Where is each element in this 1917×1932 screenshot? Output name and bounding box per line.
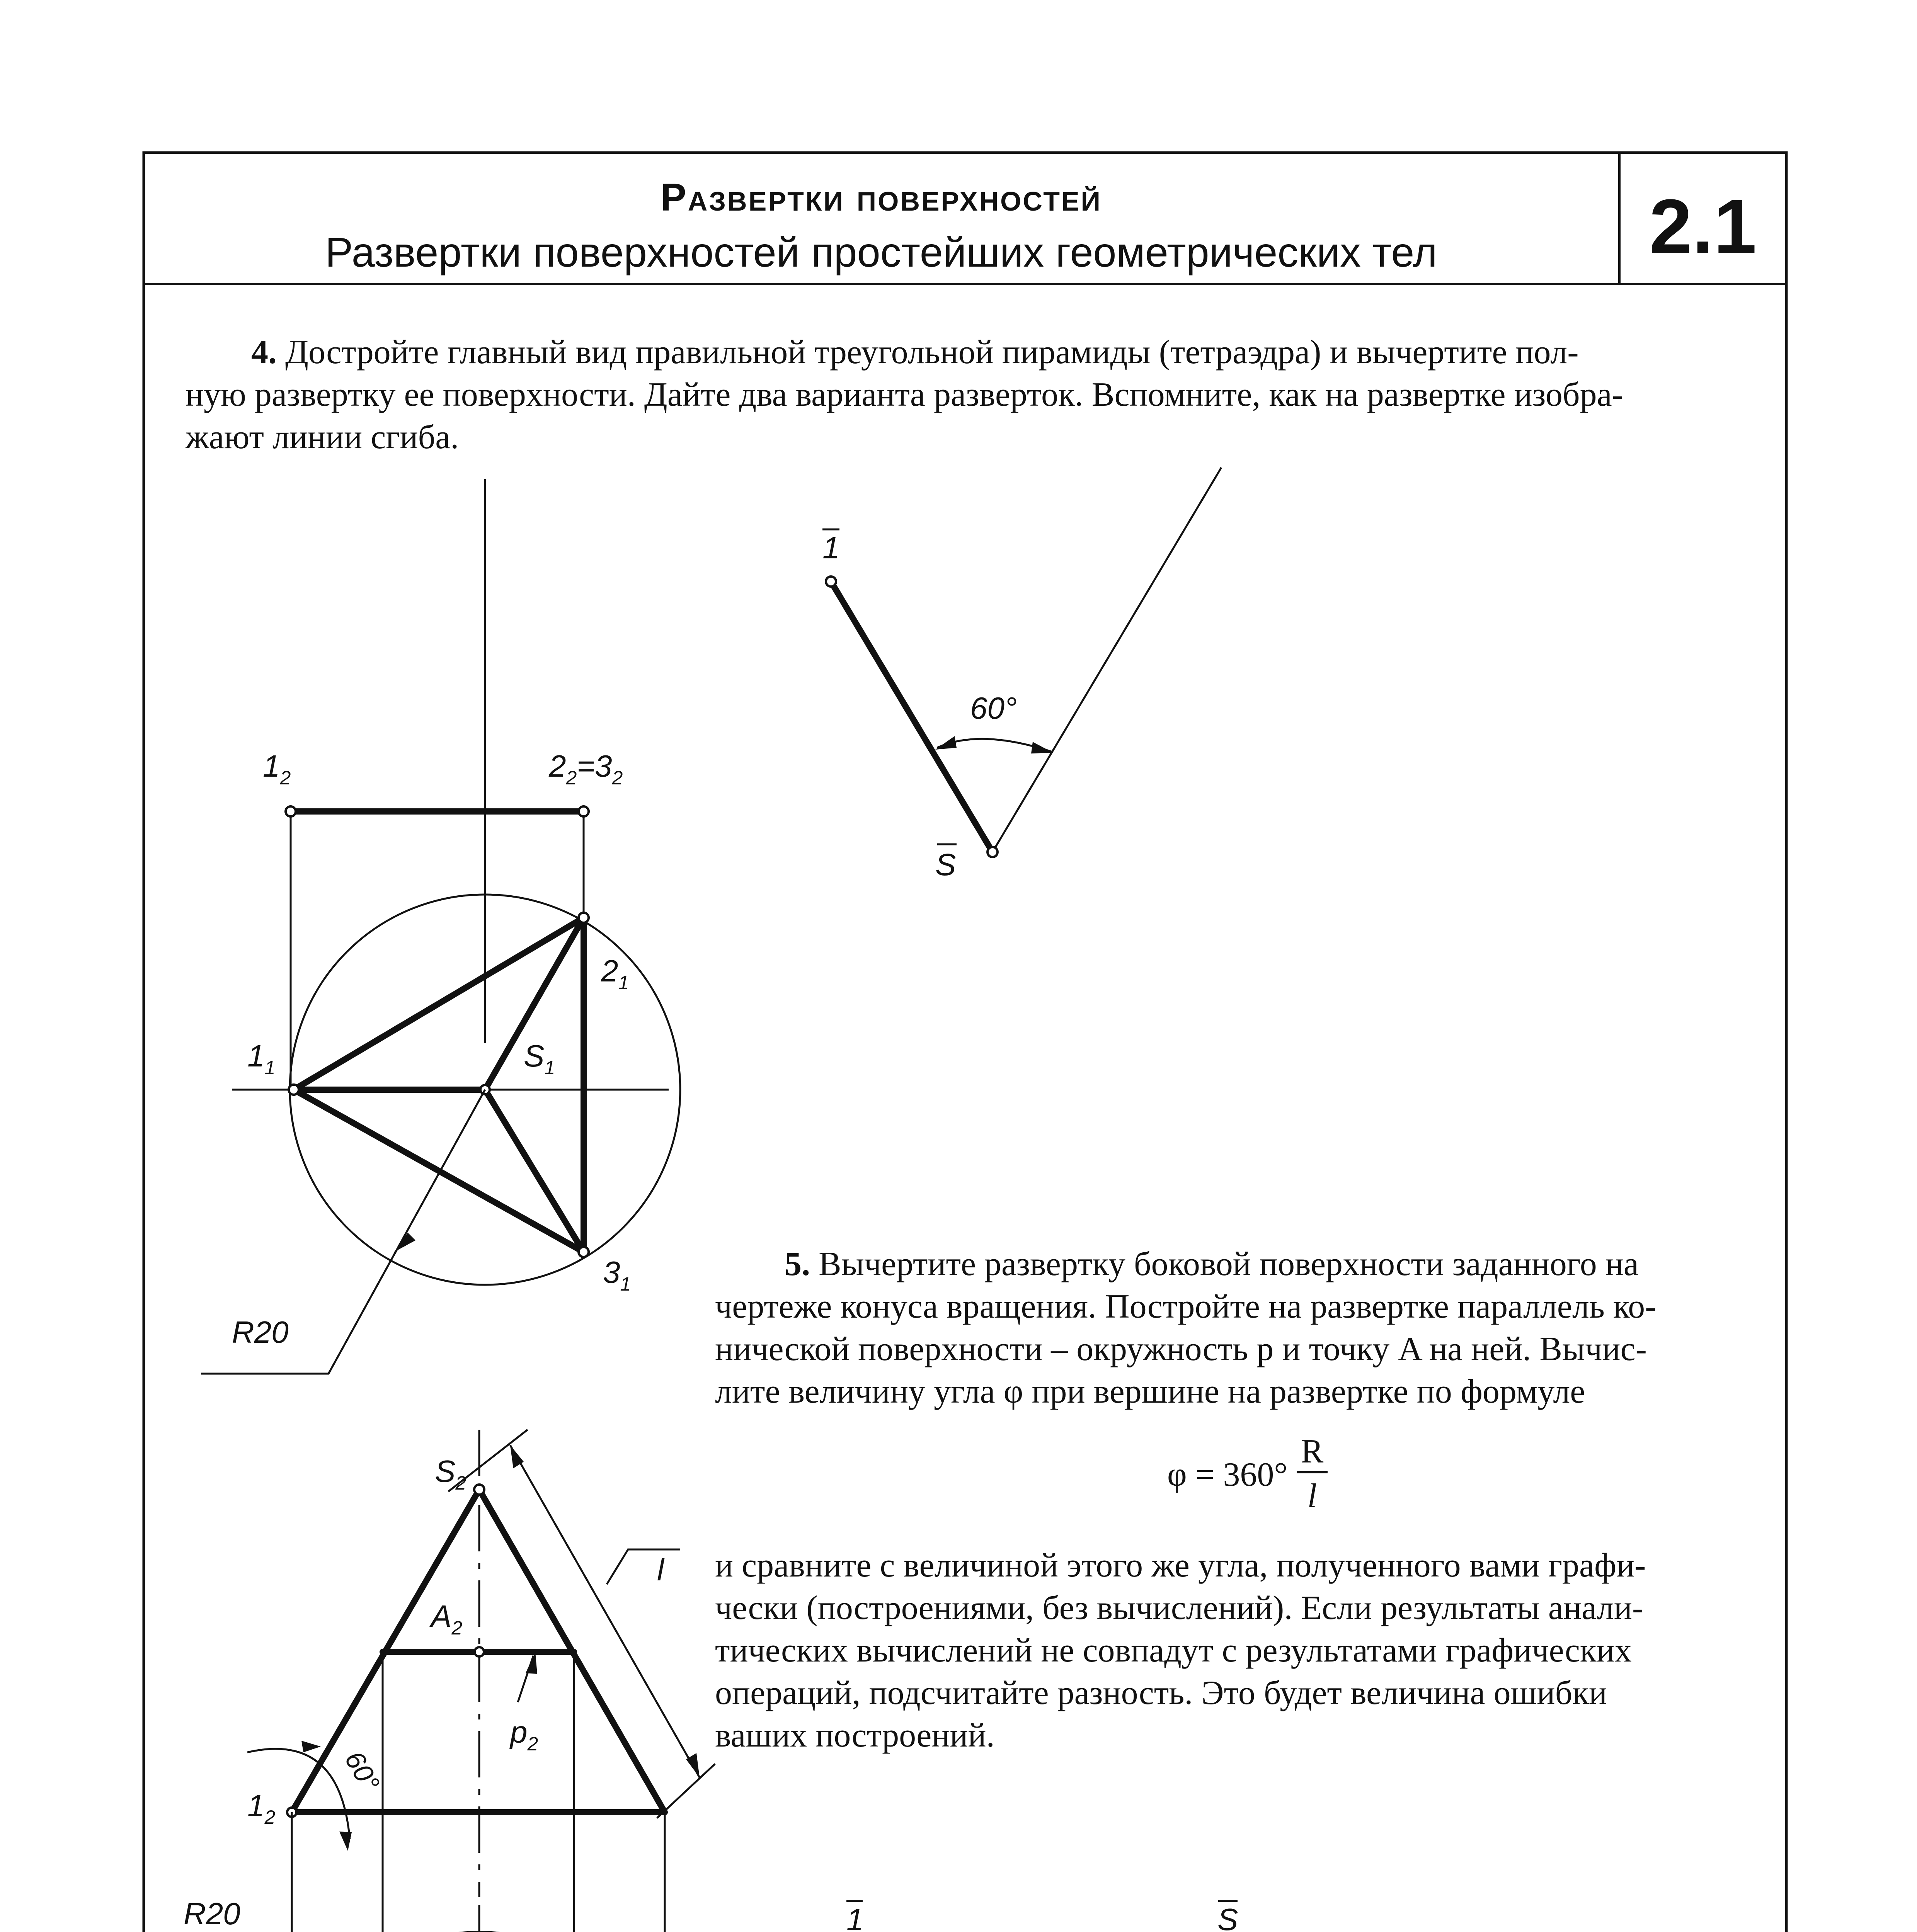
label-2-1: $2_1$ <box>601 954 629 993</box>
label-p2: $p_2$ <box>510 1715 538 1755</box>
task4-pyramid-drawing <box>201 479 680 1374</box>
task5-development-drawing <box>846 1901 1238 1932</box>
label-s2: $S_2$ <box>435 1454 466 1494</box>
label-s-1: $S_1$ <box>524 1039 555 1078</box>
angle-arrow-right <box>1031 742 1053 753</box>
slant-dim-line <box>510 1445 700 1777</box>
point-1-2 <box>286 806 296 816</box>
page-header <box>325 176 1757 276</box>
slant-ext-bottom <box>657 1764 715 1818</box>
point-2-1 <box>579 913 589 923</box>
task4-development-drawing <box>822 468 1221 882</box>
label-2-2-3-2: $2_2=3_2$ <box>549 749 623 789</box>
formula <box>1167 1433 1328 1515</box>
task4-text <box>185 333 1623 456</box>
task5-line-5: и сравните с величиной этого же угла, полученного вами графи- <box>715 1547 1646 1584</box>
task5-line-1: 5. Вычертите развертку боковой поверхности заданного на <box>785 1245 1639 1283</box>
point-a2 <box>475 1647 484 1656</box>
dev-point-1 <box>826 577 836 587</box>
label-1-2-cone: $1_2$ <box>247 1788 276 1828</box>
pyramid-top-base <box>294 918 584 1252</box>
formula-denominator: l <box>1307 1477 1317 1515</box>
slant-label-leader <box>607 1549 680 1584</box>
angle-arrow-left <box>935 736 957 750</box>
dev5-label-s: S <box>1217 1902 1238 1932</box>
task5-line-6: чески (построениями, без вычислений). Если результаты анали- <box>715 1589 1644 1627</box>
task5-line-8: операций, подсчитайте разность. Это будет величина ошибки <box>715 1674 1607 1712</box>
cone-angle-arrow-bottom <box>339 1832 352 1851</box>
dev-label-1: 1 <box>822 531 840 565</box>
task5-number: 5. <box>785 1245 810 1283</box>
point-3-1 <box>579 1247 589 1257</box>
header-subtitle: Развертки поверхностей простейших геометрических тел <box>325 229 1437 276</box>
dev-point-s <box>987 847 998 857</box>
task4-line-3: жают линии сгиба. <box>186 418 459 456</box>
label-1-2: $1_2$ <box>263 749 291 789</box>
dev5-label-1: 1 <box>846 1902 864 1932</box>
label-l: l <box>657 1553 664 1587</box>
radius-label: R20 <box>232 1315 289 1349</box>
task5-text <box>715 1245 1656 1754</box>
apex-s2 <box>474 1485 484 1495</box>
task5-line-4: лите величину угла φ при вершине на развертке по формуле <box>715 1373 1585 1410</box>
task4-line-1: 4. Достройте главный вид правильной треугольной пирамиды (тетраэдра) и вычертите пол- <box>251 333 1579 371</box>
task5-line-3: нической поверхности – окружность p и точку A на ней. Вычис- <box>715 1330 1647 1368</box>
p2-arrow <box>526 1652 537 1674</box>
development-edge-1s <box>831 582 993 852</box>
development-ray <box>993 468 1221 852</box>
point-1-1 <box>289 1085 299 1095</box>
section-number: 2.1 <box>1649 184 1757 270</box>
task5-line-9: ваших построений. <box>715 1717 995 1754</box>
formula-lhs: φ = 360° <box>1167 1456 1288 1493</box>
label-1-1: $1_1$ <box>247 1039 276 1078</box>
task5-cone-front <box>247 1430 715 1932</box>
task5-line-7: тических вычислений не совпадут с результатами графических <box>715 1632 1632 1669</box>
formula-numerator: R <box>1301 1433 1324 1470</box>
angle-label: 60° <box>970 691 1017 725</box>
cone-angle-arrow-top <box>301 1741 321 1752</box>
task5-line-2: чертеже конуса вращения. Постройте на развертке параллель ко- <box>715 1288 1657 1325</box>
label-a2: $A_2$ <box>431 1599 463 1639</box>
task4-line-2: ную развертку ее поверхности. Дайте два варианта разверток. Вспомните, как на развертке изобра- <box>186 376 1624 413</box>
header-title: Развертки поверхностей <box>661 176 1102 219</box>
dev-label-s: S <box>935 847 956 882</box>
label-3-1: $3_1$ <box>603 1255 631 1295</box>
cone-angle-label: 60° <box>339 1746 386 1797</box>
point-2-2 <box>579 806 589 816</box>
task5-cone-top <box>178 1896 711 1932</box>
task4-number: 4. <box>251 333 277 371</box>
r20-label: R20 <box>184 1896 240 1931</box>
